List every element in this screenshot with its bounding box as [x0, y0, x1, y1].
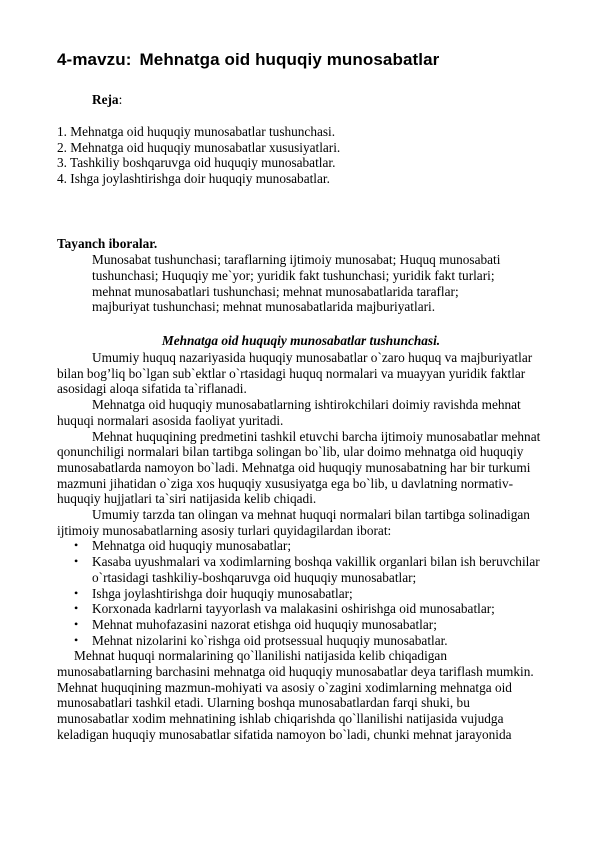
paragraph: Umumiy tarzda tan olingan va mehnat huquqi normalari bilan tartibga solinadigan ijtimoiy munosabatlarning asosiy turlari quyidagilardan iborat:: [57, 507, 530, 538]
list-item: [57, 633, 541, 649]
bullet-icon: •: [74, 585, 79, 600]
relation-types-list: [57, 538, 541, 648]
plan-heading: [92, 92, 122, 108]
list-item: [57, 586, 541, 602]
list-item: [57, 617, 541, 633]
bullet-icon: •: [74, 632, 79, 647]
bullet-icon: •: [74, 601, 79, 616]
list-item-text: Mehnat nizolarini ko`rishga oid protsessual huquqiy munosabatlar.: [92, 632, 448, 648]
list-item-text: Mehnatga oid huquqiy munosabatlar;: [92, 538, 292, 554]
plan-item: 3. Tashkiliy boshqaruvga oid huquqiy munosabatlar.: [57, 155, 336, 171]
list-item: [57, 554, 541, 585]
plan-heading-label: Reja: [92, 92, 119, 107]
bullet-icon: •: [74, 554, 79, 569]
section-heading-text: Mehnatga oid huquqiy munosabatlar tushunchasi.: [161, 333, 441, 348]
plan-item: 1. Mehnatga oid huquqiy munosabatlar tushunchasi.: [57, 124, 336, 139]
body-text: [57, 350, 541, 743]
paragraph: Mehnat huquqining mazmun-mohiyati va asosiy o`zagini xodimlarning mehnatga oid munosabatlari tashkil etadi. Ularning boshqa munosabatlardan farqi shuki, bu munosabatlar xodim mehnatining ishlab chiqarishda qo`llanilishi natijasida vujudga keladigan huquqiy munosabatlar sifatida namoyon bo`ladi, chunki mehnat jarayonida: [57, 679, 512, 742]
bullet-icon: •: [74, 616, 79, 631]
bullet-icon: •: [74, 538, 79, 553]
list-item-text: Mehnat muhofazasini nazorat etishga oid huquqiy munosabatlar;: [92, 616, 437, 632]
list-item-text: Kasaba uyushmalari va xodimlarning boshqa vakillik organlari bilan ish beruvchilar o`rtasidagi tashkiliy-boshqaruvga oid huquqiy munosabatlar;: [92, 554, 540, 585]
topic-title-text: Mehnatga oid huquqiy munosabatlar: [139, 50, 440, 69]
keywords-text: Munosabat tushunchasi; taraflarning ijtimoiy munosabat; Huquq munosabati tushunchasi; Huquqiy me`yor; yuridik fakt tushunchasi; yuridik fakt turlari; mehnat munosabatlari tushunchasi; mehnat munosabatlarida taraflar; majburiyat tushunchasi; mehnat munosabatlarida majburiyatlari.: [92, 252, 501, 315]
plan-item: 2. Mehnatga oid huquqiy munosabatlar xususiyatlari.: [57, 139, 341, 155]
list-item: [57, 601, 541, 617]
section-heading: [0, 332, 596, 350]
plan-item: 4. Ishga joylashtirishga doir huquqiy munosabatlar.: [57, 170, 330, 186]
plan-list: [57, 124, 340, 186]
paragraph: Umumiy huquq nazariyasida huquqiy munosabatlar o`zaro huquq va majburiyatlar bilan bog’liq bo`lgan sub`ektlar o`rtasidagi huquq normalari va muayyan yuridik faktlar asosidagi aloqa sifatida ta`riflanadi.: [57, 350, 533, 397]
paragraph: Mehnatga oid huquqiy munosabatlarning ishtirokchilari doimiy ravishda mehnat huquqi normalari asosida faoliyat yuritadi.: [57, 397, 521, 428]
paragraph: Mehnat huquqining predmetini tashkil etuvchi barcha ijtimoiy munosabatlar mehnat qonunchiligi normalari bilan tartibga solingan bo`lib, ular doimo mehnatga oid huquqiy munosabatlarda namoyon bo`ladi. Mehnatga oid huquqiy munosabatning har bir turkumi mazmuni jihatidan o`ziga xos huquqiy xususiyatga ega bo`lib, u davlatning normativ-huquqiy hujjatlari ta`siri natijasida kelib chiqadi.: [57, 428, 541, 507]
topic-number: 4-mavzu:: [57, 50, 132, 69]
keywords-heading: Tayanch iboralar.: [57, 236, 158, 251]
list-item: [57, 538, 541, 554]
topic-title: [57, 50, 439, 70]
plan-heading-colon: :: [118, 92, 123, 107]
paragraph: Mehnat huquqi normalarining qo`llanilishi natijasida kelib chiqadigan munosabatlarning barchasini mehnatga oid huquqiy munosabatlar deya tariflash mumkin.: [57, 648, 534, 680]
list-item-text: Korxonada kadrlarni tayyorlash va malakasini oshirishga oid munosabatlar;: [92, 601, 495, 617]
list-item-text: Ishga joylashtirishga doir huquqiy munosabatlar;: [92, 585, 353, 601]
